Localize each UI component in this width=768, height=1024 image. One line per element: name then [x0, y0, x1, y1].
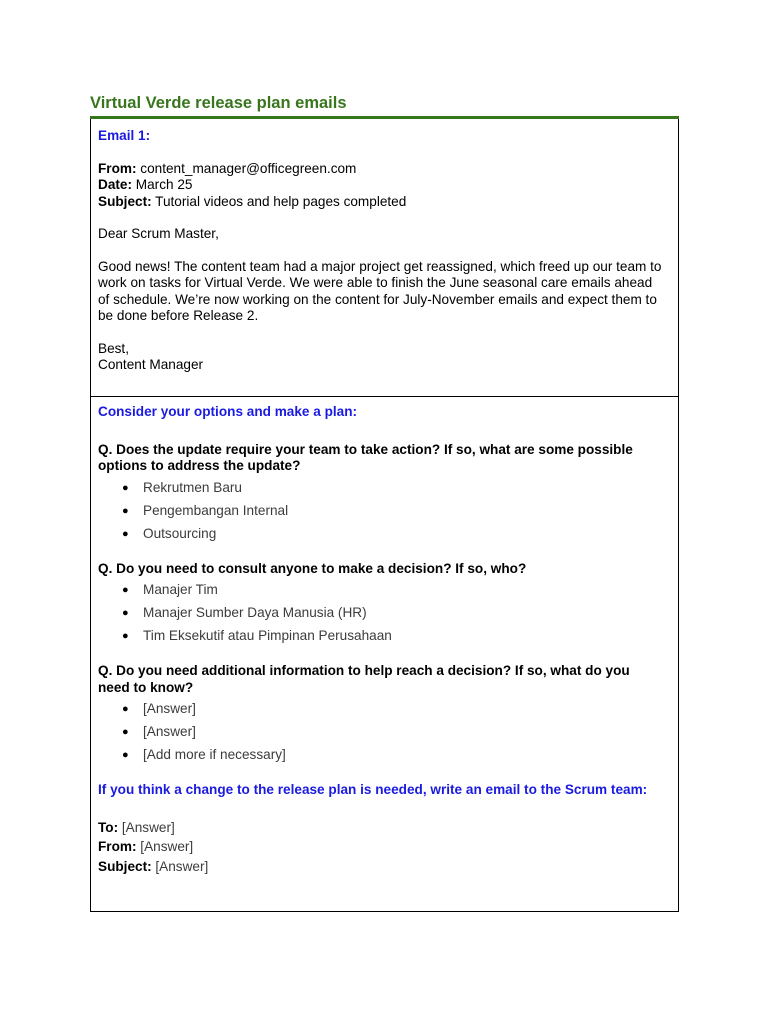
bullet-icon: ● [122, 504, 129, 517]
email-heading: Email 1: [98, 128, 151, 143]
reply-to-value: [Answer] [121, 819, 175, 835]
email-body-line: be done before Release 2. [98, 308, 259, 323]
question-text [98, 442, 671, 475]
email-body-line: work on tasks for Virtual Verde. We were able to finish the June seasonal care emails ahead [98, 275, 653, 290]
answer-text: [Answer] [143, 724, 196, 739]
reply-subject-line [98, 859, 671, 879]
list-item [98, 724, 671, 747]
reply-heading: If you think a change to the release plan is needed, write an email to the Scrum team: [98, 782, 648, 797]
answer-text: Pengembangan Internal [143, 502, 289, 518]
reply-subject-label: Subject: [98, 858, 152, 874]
email-subject-value: Tutorial videos and help pages completed [155, 193, 407, 209]
answer-list [98, 701, 671, 770]
email-date-value: March 25 [135, 177, 193, 192]
bullet-icon: ● [122, 749, 129, 761]
question-line: Q. Does the update require your team to take action? If so, what are some possible [98, 441, 633, 457]
answer-text: Outsourcing [143, 525, 217, 541]
list-item [98, 582, 671, 605]
reply-subject-value: [Answer] [155, 858, 209, 874]
question-text [98, 561, 671, 578]
email-from-label: From: [98, 160, 137, 176]
email-from-line [98, 161, 671, 178]
bullet-icon: ● [122, 481, 129, 494]
list-item [98, 747, 671, 770]
question-line: options to address the update? [98, 458, 301, 473]
list-item [98, 628, 671, 651]
answer-list [98, 480, 671, 549]
bullet-icon: ● [122, 584, 129, 596]
bullet-icon: ● [122, 607, 129, 619]
reply-email [98, 820, 671, 879]
document-title: Virtual Verde release plan emails [90, 94, 347, 112]
question-line: Q. Do you need to consult anyone to make a decision? If so, who? [98, 560, 527, 576]
content-table [90, 119, 679, 912]
question-block-3 [98, 663, 671, 770]
reply-to-line [98, 820, 671, 840]
question-block-2 [98, 561, 671, 652]
bullet-icon: ● [122, 527, 129, 540]
reply-from-label: From: [98, 839, 137, 854]
list-item [98, 526, 671, 549]
email-subject-line [98, 194, 671, 211]
email-signature: Content Manager [98, 357, 204, 372]
answer-text: [Answer] [143, 701, 196, 716]
answer-text: [Add more if necessary] [143, 747, 286, 762]
email-body [98, 259, 671, 325]
email-cell [91, 119, 678, 396]
reply-to-label: To: [98, 819, 119, 835]
email-subject-label: Subject: [98, 193, 152, 209]
list-item [98, 503, 671, 526]
email-date-label: Date: [98, 177, 132, 192]
list-item [98, 701, 671, 724]
list-item [98, 480, 671, 503]
email-body-line: of schedule. We’re now working on the content for July-November emails and expect them to [98, 291, 657, 307]
question-line: Q. Do you need additional information to help reach a decision? If so, what do you [98, 663, 630, 678]
bullet-icon: ● [122, 703, 129, 715]
question-line: need to know? [98, 679, 194, 695]
bullet-icon: ● [122, 630, 129, 642]
answer-text: Manajer Tim [143, 582, 218, 597]
email-signoff: Best, [98, 340, 129, 356]
email-greeting: Dear Scrum Master, [98, 226, 219, 241]
answer-text: Tim Eksekutif atau Pimpinan Perusahaan [143, 628, 392, 643]
plan-heading: Consider your options and make a plan: [98, 404, 358, 419]
email-from-value: content_manager@officegreen.com [140, 160, 357, 176]
email-body-line: Good news! The content team had a major project get reassigned, which freed up our team to [98, 258, 662, 274]
question-text [98, 663, 671, 696]
reply-from-line [98, 839, 671, 859]
question-block-1 [98, 442, 671, 549]
plan-cell [91, 396, 678, 911]
list-item [98, 605, 671, 628]
answer-text: Rekrutmen Baru [143, 479, 242, 495]
email-date-line [98, 177, 671, 194]
bullet-icon: ● [122, 726, 129, 738]
reply-from-value: [Answer] [140, 839, 194, 854]
answer-list [98, 582, 671, 651]
answer-text: Manajer Sumber Daya Manusia (HR) [143, 605, 367, 620]
